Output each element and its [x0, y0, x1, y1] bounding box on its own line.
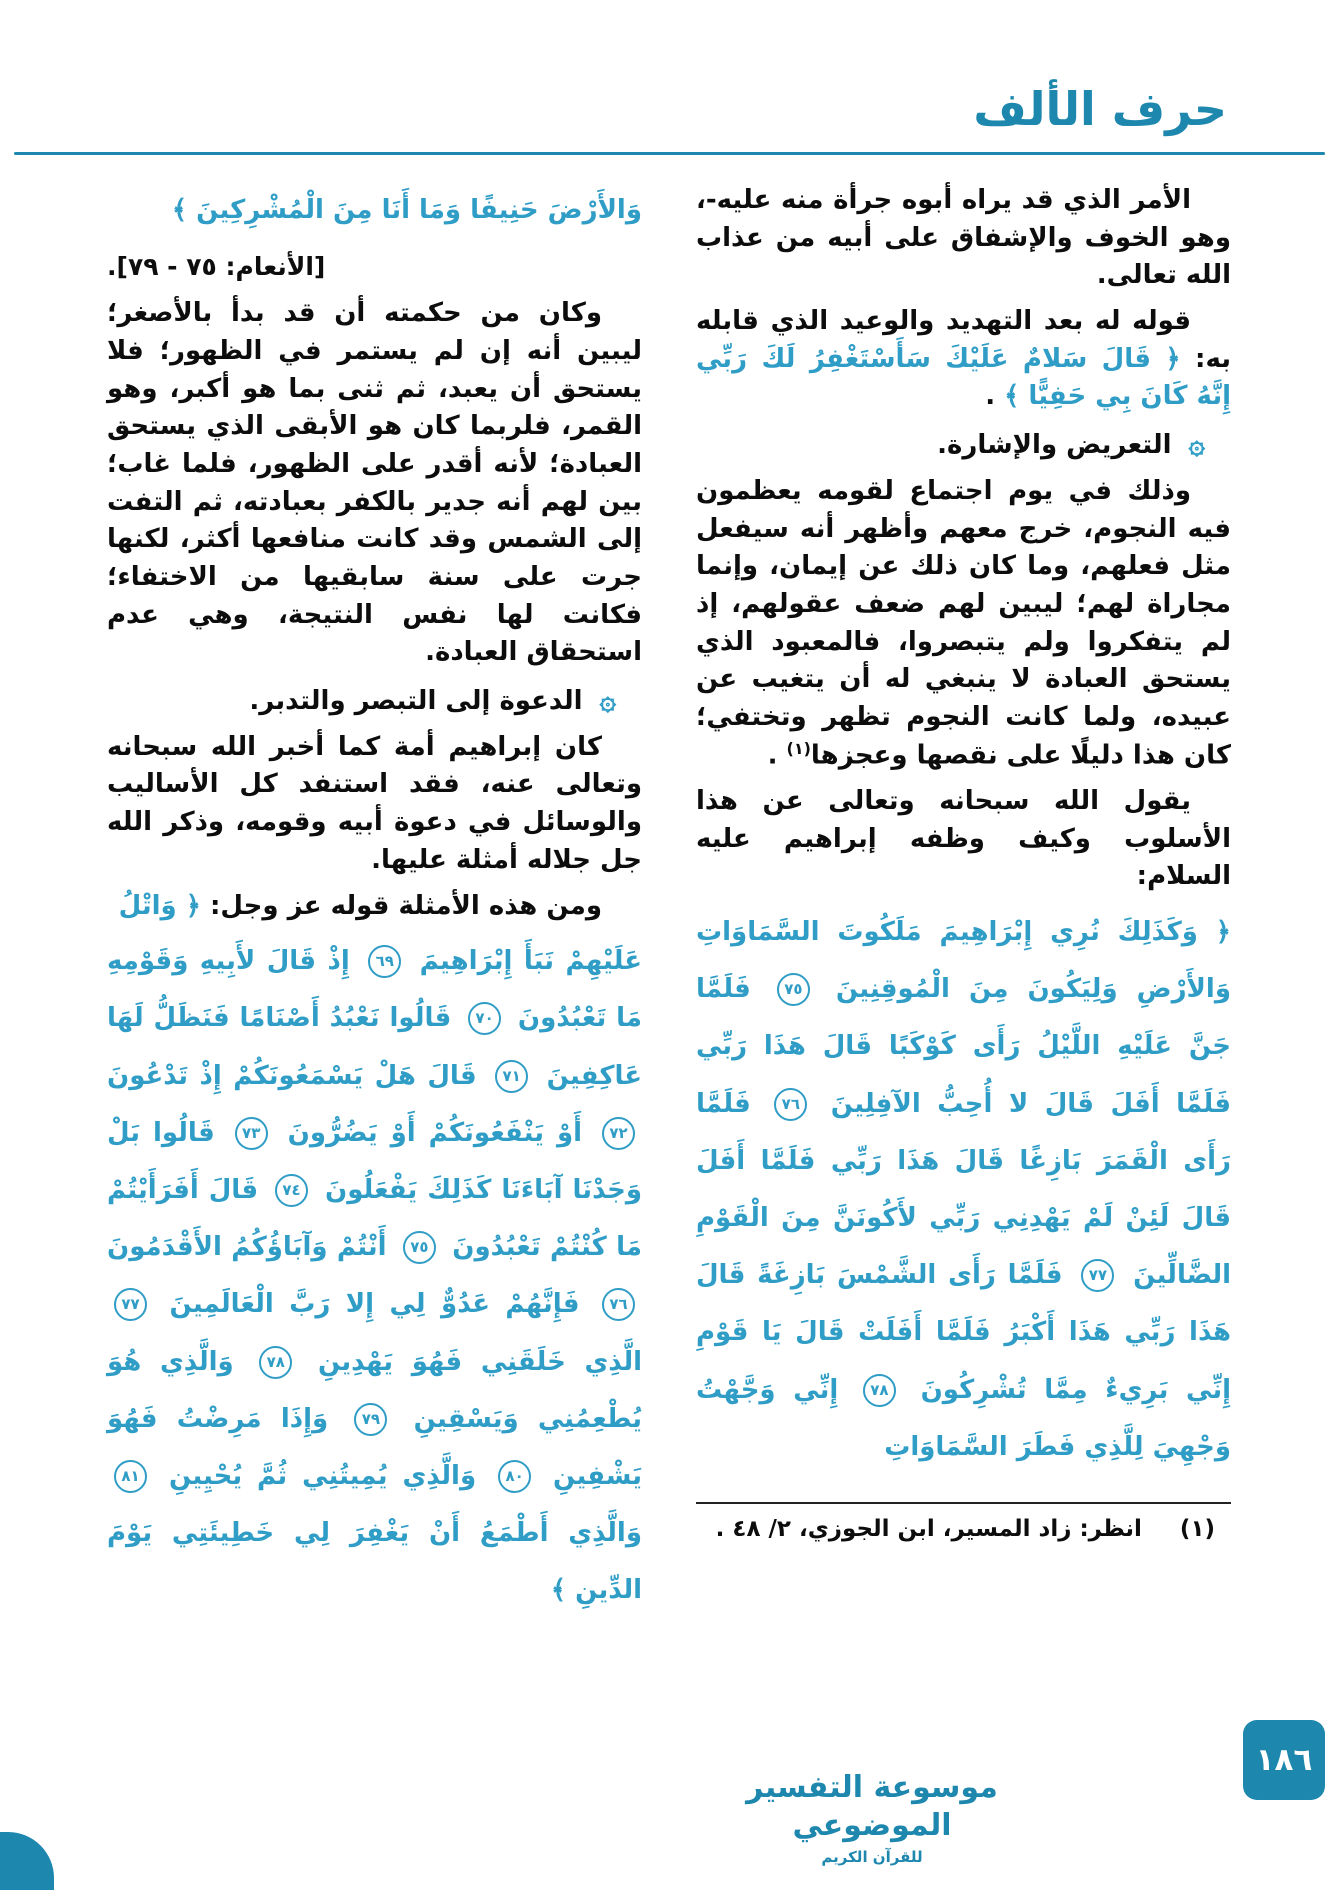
- para-quran-anam-continuation: [107, 182, 642, 239]
- text-run: .: [767, 740, 787, 771]
- chapter-title: حرف الألف: [973, 82, 1227, 136]
- quran-text-run: فَإِنَّهُمْ عَدُوٌّ لِي إِلا رَبَّ الْعَالَمِينَ: [154, 1289, 595, 1320]
- logo-subtitle: للقرآن الكريم: [821, 1848, 923, 1866]
- left-column: [107, 182, 642, 1627]
- header-divider-rule: [14, 152, 1325, 155]
- quran-text-run: وَإِذَا مَرِضْتُ فَهُوَ يَشْفِينِ: [107, 1403, 642, 1491]
- quran-text-run: إِنِّي وَجَّهْتُ وَجْهِيَ لِلَّذِي فَطَرَ السَّمَاوَاتِ: [696, 1374, 1231, 1462]
- page-number: ١٨٦: [1255, 1742, 1313, 1778]
- quran-text-run: إِذْ قَالَ لأَبِيهِ وَقَوْمِهِ مَا تَعْبُدُونَ: [107, 946, 643, 1034]
- footnote-separator-rule: [696, 1502, 1231, 1504]
- text-run: التعريض والإشارة.: [937, 430, 1181, 461]
- footnote-marker: (١): [1179, 1515, 1215, 1542]
- footnote-block: [696, 1502, 1231, 1542]
- quran-text-run: قَالَ هَلْ يَسْمَعُونَكُمْ إِذْ تَدْعُونَ: [107, 1060, 489, 1091]
- quran-text-run: فَلَمَّا جَنَّ عَلَيْهِ اللَّيْلُ رَأَى كَوْكَبًا قَالَ هَذَا رَبِّي فَلَمَّا أَفَلَ قَالَ لا أُحِبُّ الآفِلِينَ: [696, 974, 1231, 1119]
- quran-text-run: أَوْ يَنْفَعُونَكُمْ أَوْ يَضُرُّونَ: [274, 1117, 595, 1148]
- corner-decoration: [0, 1832, 54, 1890]
- aya-number: ٧٩: [354, 1403, 387, 1436]
- para-quran-shuara: [107, 933, 642, 1619]
- para-surah-reference: [107, 247, 642, 287]
- quran-text-run: ﴿ وَكَذَلِكَ نُرِي إِبْرَاهِيمَ مَلَكُوتَ السَّمَاوَاتِ وَالأَرْضِ وَلِيَكُونَ مِنَ الْمُوقِنِينَ: [696, 917, 1231, 1005]
- footnote: [696, 1516, 1231, 1542]
- flower-bullet-icon: ۞: [599, 683, 616, 717]
- para-ibrahim-umma: [107, 729, 642, 880]
- quran-text-run: ﴿ قَالَ سَلامٌ عَلَيْكَ سَأَسْتَغْفِرُ لَكَ رَبِّي إِنَّهُ كَانَ بِي حَفِيًّا ﴾: [696, 343, 1231, 412]
- logo-title: موسوعة التفسير الموضوعي: [746, 1770, 998, 1843]
- quran-text-run: فَلَمَّا رَأَى الشَّمْسَ بَازِغَةً قَالَ هَذَا رَبِّي هَذَا أَكْبَرُ فَلَمَّا أَفَلَتْ قَالَ يَا قَوْمِ إِنِّي بَرِيءٌ مِمَّا تُشْرِكُونَ: [696, 1260, 1231, 1405]
- quran-text-run: قَالُوا بَلْ وَجَدْنَا آبَاءَنَا كَذَلِكَ يَفْعَلُونَ: [107, 1117, 642, 1205]
- quran-text-run: وَالَّذِي أَطْمَعُ أَنْ يَغْفِرَ لِي خَطِيئَتِي يَوْمَ الدِّينِ ﴾: [107, 1518, 642, 1606]
- quran-text-run: وَالأَرْضَ حَنِيفًا وَمَا أَنَا مِنَ الْمُشْرِكِينَ ﴾: [171, 195, 642, 225]
- text-run: الدعوة إلى التبصر والتدبر.: [249, 686, 592, 717]
- para-intro: [696, 182, 1231, 295]
- aya-number: ٧٣: [235, 1117, 268, 1150]
- aya-number: ٧٤: [275, 1174, 308, 1207]
- aya-number: ٧٦: [602, 1288, 635, 1321]
- para-lead-quran: [696, 783, 1231, 896]
- text-run: يقول الله سبحانه وتعالى عن هذا الأسلوب وكيف وظفه إبراهيم عليه السلام:: [696, 785, 1231, 892]
- aya-number: ٧٥: [403, 1231, 436, 1264]
- aya-number: ٦٩: [368, 945, 401, 978]
- left-column-paragraphs: [107, 182, 642, 1619]
- aya-number: ٧٦: [774, 1088, 807, 1121]
- text-run: ومن هذه الأمثلة قوله عز وجل:: [200, 890, 602, 921]
- aya-number: ٨٠: [498, 1460, 531, 1493]
- right-column: [696, 182, 1231, 1542]
- quran-text-run: وَالَّذِي هُوَ يُطْعِمُنِي وَيَسْقِينِ: [107, 1346, 642, 1434]
- aya-number: ٧٧: [114, 1288, 147, 1321]
- aya-number: ٧٧: [1081, 1259, 1114, 1292]
- flower-bullet-icon: ۞: [1188, 427, 1205, 461]
- quran-text-run: وَالَّذِي يُمِيتُنِي ثُمَّ يُحْيِينِ: [154, 1460, 492, 1491]
- quran-text-run: فَلَمَّا رَأَى الْقَمَرَ بَازِغًا قَالَ هَذَا رَبِّي فَلَمَّا أَفَلَ قَالَ لَئِنْ لَمْ يَهْدِنِي رَبِّي لأَكُونَنَّ مِنَ الْقَوْمِ الضَّالِّينَ: [696, 1088, 1231, 1291]
- text-columns: [107, 182, 1231, 1627]
- text-run: الأمر الذي قد يراه أبوه جرأة منه عليه-، وهو الخوف والإشفاق على أبيه من عذاب الله تعالى.: [696, 185, 1231, 291]
- footnote-text: انظر: زاد المسير، ابن الجوزي، ٢/ ٤٨ .: [715, 1515, 1142, 1542]
- text-run: [الأنعام: ٧٥ - ٧٩].: [107, 252, 326, 282]
- aya-number: ٨١: [114, 1460, 147, 1493]
- aya-number: ٧٠: [468, 1002, 501, 1035]
- quran-text-run: عَلَيْهِمْ نَبَأَ إِبْرَاهِيمَ: [408, 946, 643, 977]
- para-explanation: [696, 473, 1231, 775]
- text-run: وكان من حكمته أن قد بدأ بالأصغر؛ ليبين أنه إن لم يستمر في الظهور؛ فلا يستحق أن يعبد، ثم ثنى بما هو أكبر، وهو القمر، فلربما كان هو الأبقى الذي يستحق العبادة؛ لأنه أقدر على الظهور، فلما غاب؛ بين لهم أنه جدير بالكفر بعبادته، ثم التفت إلى الشمس وقد كانت منافعها أكثر، لكنها جرت على سنة سابقيها من الاختفاء؛ فكانت لها نفس النتيجة، وهي عدم استحقاق العبادة.: [107, 298, 642, 668]
- aya-number: ٧٥: [777, 973, 810, 1006]
- footnote-ref: (١): [786, 738, 811, 758]
- quran-text-run: قَالُوا نَعْبُدُ أَصْنَامًا فَنَظَلُّ لَهَا عَاكِفِينَ: [107, 1003, 642, 1091]
- para-examples-lead: [107, 888, 642, 926]
- para-quote-maryam: [696, 303, 1231, 416]
- aya-number: ٧٨: [259, 1346, 292, 1379]
- text-run: قوله له بعد التهديد والوعيد الذي قابله به:: [696, 306, 1231, 374]
- right-column-paragraphs: [696, 182, 1231, 1476]
- para-wisdom: [107, 295, 642, 672]
- aya-number: ٧٨: [863, 1374, 896, 1407]
- text-run: .: [985, 381, 1005, 412]
- page-number-badge: [1243, 1720, 1325, 1800]
- quran-text-run: ﴿ وَاتْلُ: [118, 890, 201, 921]
- para-quran-anam: [696, 904, 1231, 1476]
- aya-number: ٧٢: [602, 1117, 635, 1150]
- quran-text-run: قَالَ أَفَرَأَيْتُمْ مَا كُنْتُمْ تَعْبُدُونَ: [107, 1174, 642, 1263]
- para-heading-taareed: [696, 424, 1231, 465]
- text-run: وذلك في يوم اجتماع لقومه يعظمون فيه النجوم، خرج معهم وأظهر أنه سيفعل مثل فعلهم، وما كان ذلك عن إيمان، وإنما مجاراة لهم؛ ليبين لهم ضعف عقولهم، إذ لم يتفكروا ولم يتبصروا، فالمعبود الذي يستحق العبادة لا ينبغي له أن يتغيب عن عبيده، ولما كانت النجوم تظهر وتختفي؛ كان هذا دليلًا على نقصها وعجزها: [696, 475, 1231, 771]
- quran-text-run: أَنْتُمْ وَآبَاؤُكُمُ الأَقْدَمُونَ: [107, 1232, 396, 1263]
- aya-number: ٧١: [495, 1060, 528, 1093]
- text-run: كان إبراهيم أمة كما أخبر الله سبحانه وتعالى عنه، فقد استنفد كل الأساليب والوسائل في دعوة أبيه وقومه، وذكر الله جل جلاله أمثلة عليها.: [107, 731, 642, 875]
- publisher-logo: [737, 1769, 1007, 1866]
- para-heading-daawa: [107, 680, 642, 721]
- quran-text-run: الَّذِي خَلَقَنِي فَهُوَ يَهْدِينِ: [299, 1346, 642, 1377]
